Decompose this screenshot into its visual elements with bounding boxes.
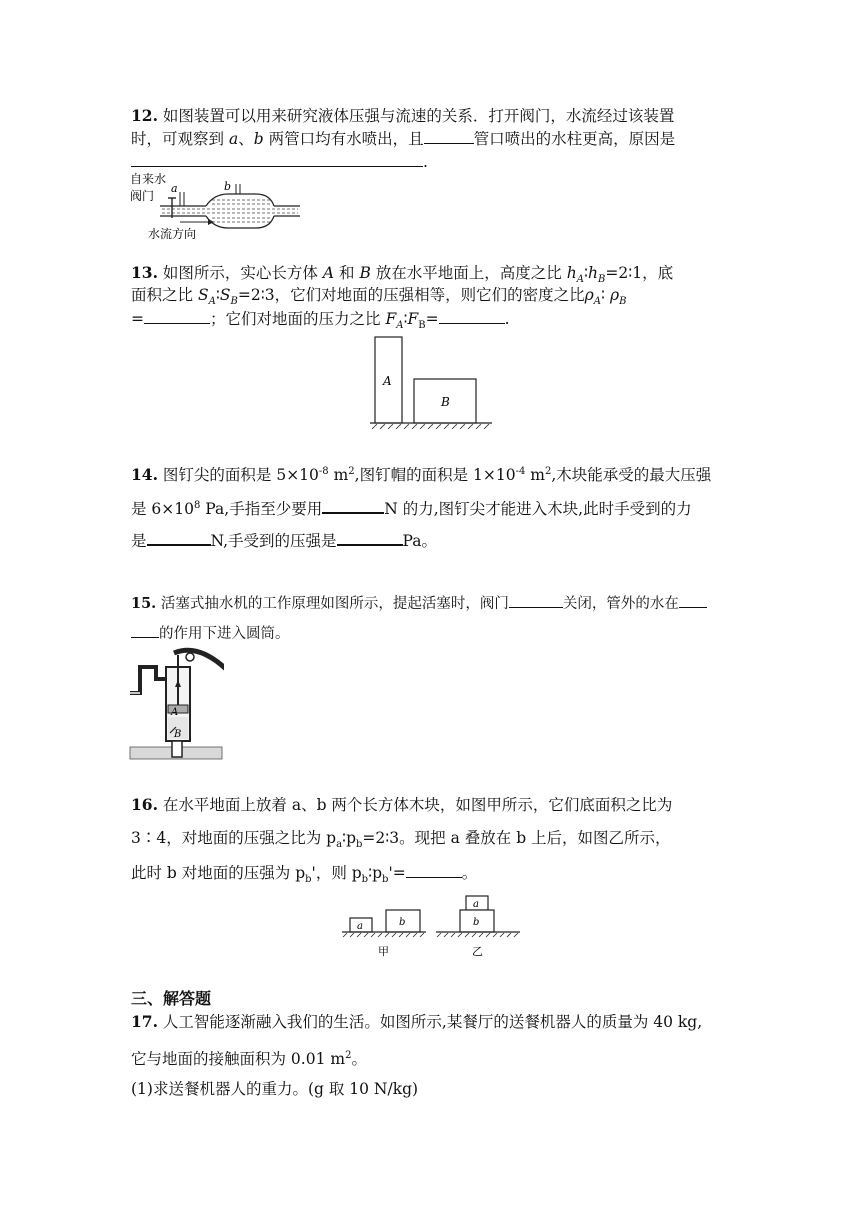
q17-line1: 17. 人工智能逐渐融入我们的生活。如图所示,某餐厅的送餐机器人的质量为 40 kg,	[131, 1012, 703, 1031]
svg-text:A: A	[383, 374, 392, 388]
q16-figure-jia-yi	[340, 892, 524, 960]
svg-text:b: b	[399, 917, 406, 928]
q13-blank-1[interactable]	[144, 307, 210, 324]
q12-line1: 12. 如图装置可以用来研究液体压强与流速的关系．打开阀门，水流经过该装置	[131, 106, 675, 125]
q13-number: 13.	[131, 263, 158, 282]
svg-text:甲: 甲	[378, 945, 389, 958]
q12-figure-flow-device	[128, 170, 308, 242]
q16-line3: 此时 b 对地面的压强为 $p_b'$，则 $p_b∶p_b'=$ 。	[131, 861, 731, 891]
q13-line1: 13. 如图所示，实心长方体 A 和 B 放在水平地面上，高度之比 $h_A∶h_B=2∶1$，底	[131, 263, 674, 286]
q13-figure-blocks	[368, 335, 498, 433]
q17-sub1: (1)求送餐机器人的重力。(g 取 10 N/kg)	[131, 1080, 419, 1098]
q13-line3: = ；它们对地面的压力之比 $F_A∶F_B=$ .	[131, 307, 731, 337]
q13-line2: 面积之比 $S_A∶S_B=2∶3$，它们对地面的压强相等，则它们的密度之比$\rho_A∶$ $\rho_B$	[131, 286, 627, 308]
q12-number: 12.	[131, 106, 158, 125]
svg-text:a: a	[171, 182, 178, 195]
q17-number: 17.	[131, 1012, 158, 1031]
q14-line3: 是 N,手受到的压强是 Pa。	[131, 528, 731, 553]
q12-blank-1[interactable]	[424, 127, 474, 144]
svg-text:阀门: 阀门	[130, 189, 155, 203]
q14-blank-3[interactable]	[337, 528, 403, 546]
q14-blank-1[interactable]	[322, 496, 384, 514]
svg-text:A: A	[171, 707, 179, 718]
q12-line2: 时，可观察到 a、b 两管口均有水喷出，且 管口喷出的水柱更高，原因是	[131, 127, 731, 151]
q15-blank-2a[interactable]	[679, 591, 707, 608]
svg-text:a: a	[357, 921, 363, 932]
svg-text:水流方向: 水流方向	[148, 227, 197, 241]
svg-text:b: b	[473, 917, 480, 928]
q15-figure-pump	[128, 645, 224, 761]
svg-text:B: B	[174, 729, 182, 740]
q15-line2: 的作用下进入圆筒。	[131, 621, 731, 646]
q16-number: 16.	[131, 795, 158, 814]
q13-blank-2[interactable]	[439, 307, 505, 324]
q14-number: 14.	[131, 465, 158, 485]
q15-line1: 15. 活塞式抽水机的工作原理如图所示，提起活塞时，阀门 关闭，管外的水在	[131, 591, 731, 616]
q12-line3: .	[131, 150, 731, 174]
q16-line1: 16. 在水平地面上放着 a、b 两个长方体木块，如图甲所示，它们底面积之比为	[131, 795, 673, 814]
q17-line2: 它与地面的接触面积为 0.01 $m^2$。	[131, 1050, 367, 1069]
svg-text:B: B	[441, 395, 450, 409]
svg-text:b: b	[224, 180, 232, 193]
svg-text:乙: 乙	[472, 945, 483, 958]
q16-blank-1[interactable]	[406, 861, 462, 878]
q16-line2: 3∶4，对地面的压强之比为 $p_a∶p_b=2∶3$。现把 a 叠放在 b 上后，如图乙所示，	[131, 829, 671, 851]
q14-line2: 是 $6\times 10^8$ Pa,手指至少要用 N 的力,图钉尖才能进入木块,此时手受到的力	[131, 494, 731, 521]
q15-blank-2b[interactable]	[131, 621, 159, 638]
q14-blank-2[interactable]	[147, 528, 211, 546]
q12-blank-2[interactable]	[131, 150, 423, 167]
q15-blank-1[interactable]	[509, 591, 563, 608]
section-title: 三、解答题	[131, 989, 212, 1008]
svg-text:自来水: 自来水	[130, 172, 167, 186]
svg-text:a: a	[473, 899, 479, 910]
q14-line1: 14. 图钉尖的面积是 $5\times 10^{-8}$ $m^2$,图钉帽的面积是 $1\times 10^{-4}$ $m^2$,木块能承受的最大压强	[131, 465, 712, 485]
q15-number: 15.	[131, 595, 157, 612]
